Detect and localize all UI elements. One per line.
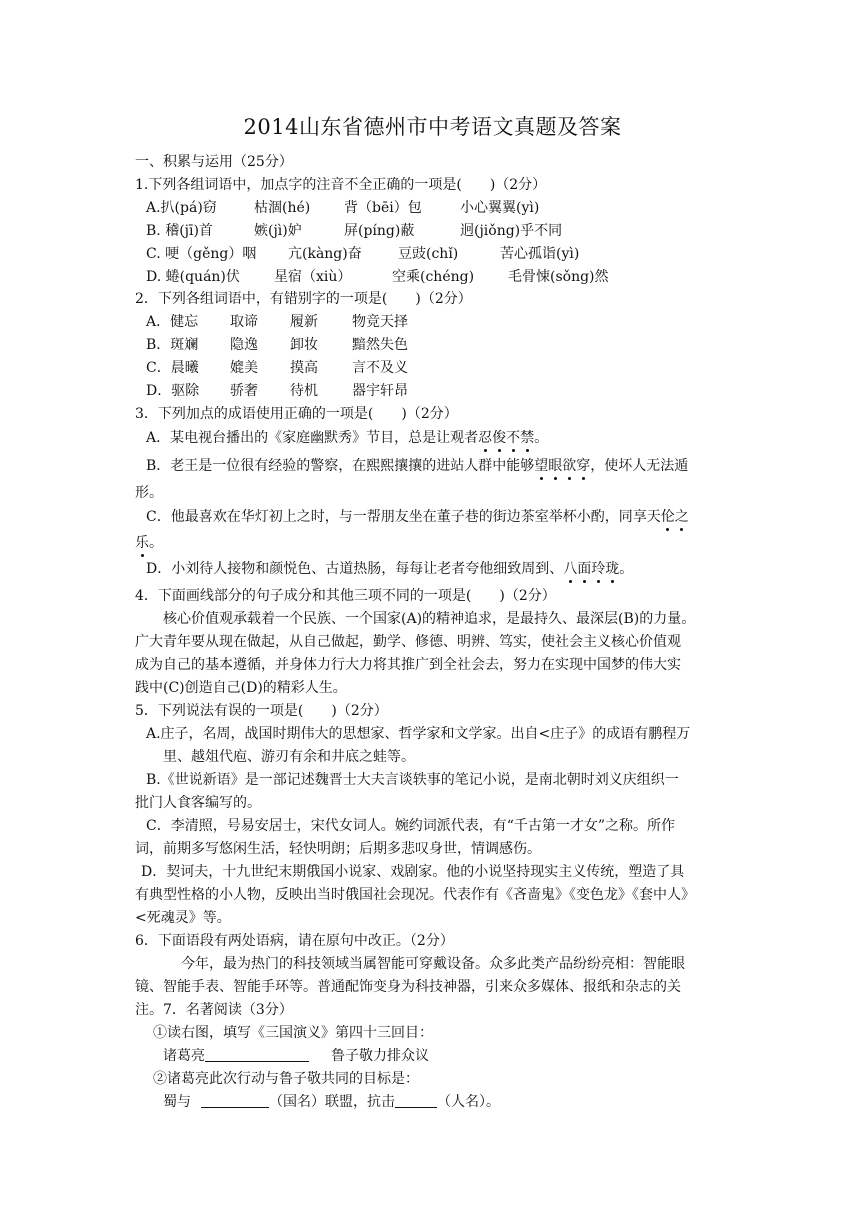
- q5-option-b: B.《世说新语》是一部记述魏晋士大夫言谈轶事的笔记小说，是南北朝时刘义庆组织一: [146, 772, 679, 788]
- q7-item-2: ②诸葛亮此次行动与鲁子敬共同的目标是：: [153, 1071, 419, 1087]
- dotted-idiom: 八面玲珑: [563, 561, 619, 577]
- answer-blank[interactable]: [395, 1091, 437, 1108]
- q5-option-a: A.庄子，名周，战国时期伟大的思想家、哲学家和文学家。出自<庄子》的成语有鹏程万: [146, 726, 691, 742]
- q5-option-c-cont: 词，前期多写悠闲生活，轻快明朗；后期多悲叹身世，情调感伤。: [135, 841, 541, 857]
- dotted-idiom: 乐: [135, 535, 149, 551]
- q1-option-d: D. 蜷(quán)伏 星宿（xiù） 空乘(chéng) 毛骨悚(sǒng)然: [146, 269, 609, 285]
- q4-passage-line: 核心价值观承载着一个民族、一个国家(A)的精神追求，是最持久、最深层(B)的力量。: [163, 611, 696, 627]
- dotted-idiom: 望眼欲穿: [534, 458, 590, 474]
- q4-passage-line: 广大青年要从现在做起，从自己做起，勤学、修德、明辨、笃实，使社会主义核心价值观: [135, 634, 681, 650]
- q5-option-c: C．李清照，号易安居士，宋代女词人。婉约词派代表，有“千古第一才女”之称。所作: [146, 818, 676, 834]
- answer-blank[interactable]: [205, 1045, 309, 1062]
- q2-option-c: C．晨曦 媲美 摸高 言不及义: [146, 360, 408, 376]
- q4-stem: 4．下面画线部分的句子成分和其他三项不同的一项是( )（2分）: [135, 588, 556, 604]
- q2-option-a: A．健忘 取谛 履新 物竞天择: [146, 314, 408, 330]
- q5-option-d-cont: 有典型性格的小人物，反映出当时俄国社会现况。代表作有《吝啬鬼》《变色龙》《套中人》: [135, 887, 695, 903]
- q1-option-c: C. 哽（gěng）咽 亢(kàng)奋 豆豉(chǐ) 苦心孤诣(yì): [146, 246, 580, 262]
- q7-fill-line-2: 蜀与 （国名）联盟，抗击 （人名）。: [163, 1091, 500, 1113]
- answer-blank[interactable]: [201, 1091, 269, 1108]
- q3-option-d: D．小刘待人接物和颜悦色、古道热肠，每每让老者夸他细致周到、八面玲珑。: [146, 558, 633, 580]
- q7-item-1: ①读右图，填写《三国演义》第四十三回目：: [153, 1025, 433, 1041]
- q6-passage-line: 镜、智能手表、智能手环等。普通配饰变身为科技神器，引来众多媒体、报纸和杂志的关: [135, 979, 681, 995]
- q1-stem: 1.下列各组词语中，加点字的注音不全正确的一项是( )（2分）: [135, 177, 547, 193]
- section-heading: 一、积累与运用（25分）: [135, 154, 293, 170]
- q7-fill-line-1: 诸葛亮 鲁子敬力排众议: [163, 1045, 429, 1067]
- q3-option-a: A．某电视台播出的《家庭幽默秀》节目，总是让观者忍俊不禁。: [146, 427, 548, 449]
- q4-passage-line: 成为自己的基本遵循，并身体力行大力将其推广到全社会去，努力在实现中国梦的伟大实: [135, 657, 681, 673]
- dotted-idiom: 忍俊不禁: [478, 430, 534, 446]
- q5-option-b-cont: 批门人食客编写的。: [135, 795, 261, 811]
- q6-passage-line: 注。7．名著阅读（3分）: [135, 1002, 293, 1018]
- q5-option-d-cont: <死魂灵》等。: [135, 910, 231, 926]
- q3-option-b: B．老王是一位很有经验的警察，在熙熙攘攘的进站人群中能够望眼欲穿，使坏人无法遁: [146, 455, 688, 477]
- q3-option-c-cont: 乐。: [135, 532, 163, 554]
- q2-option-d: D．驱除 骄奢 待机 器宇轩昂: [146, 383, 408, 399]
- q3-stem: 3．下列加点的成语使用正确的一项是( )（2分）: [135, 406, 458, 422]
- q1-option-a: A.扒(pá)窃 枯涸(hé) 背（bēi）包 小心翼翼(yì): [146, 200, 540, 216]
- q5-option-d: D．契诃夫，十九世纪末期俄国小说家、戏剧家。他的小说坚持现实主义传统，塑造了具: [141, 864, 685, 880]
- q6-stem: 6．下面语段有两处语病，请在原句中改正。（2分）: [135, 933, 454, 949]
- q2-option-b: B．斑斓 隐逸 卸妆 黯然失色: [146, 337, 408, 353]
- q4-passage-line: 践中(C)创造自己(D)的精彩人生。: [135, 680, 347, 696]
- dotted-idiom: 伦之: [661, 509, 689, 525]
- q5-option-a-cont: 里、越俎代庖、游刃有余和井底之蛙等。: [163, 749, 415, 765]
- q5-stem: 5．下列说法有误的一项是( )（2分）: [135, 703, 388, 719]
- q2-stem: 2．下列各组词语中，有错别字的一项是( )（2分）: [135, 291, 472, 307]
- q3-option-b-cont: 形。: [135, 485, 163, 501]
- page-title: 2014山东省德州市中考语文真题及答案: [243, 115, 622, 139]
- q6-passage-line: 今年，最为热门的科技领域当属智能可穿戴设备。众多此类产品纷纷亮相：智能眼: [181, 956, 685, 972]
- q3-option-c: C．他最喜欢在华灯初上之时，与一帮朋友坐在董子巷的街边茶室举杯小酌，同享天伦之: [146, 506, 689, 528]
- q1-option-b: B. 稽(jī)首 嫉(jì)妒 屏(píng)蔽 迥(jiǒng)乎不同: [146, 223, 563, 239]
